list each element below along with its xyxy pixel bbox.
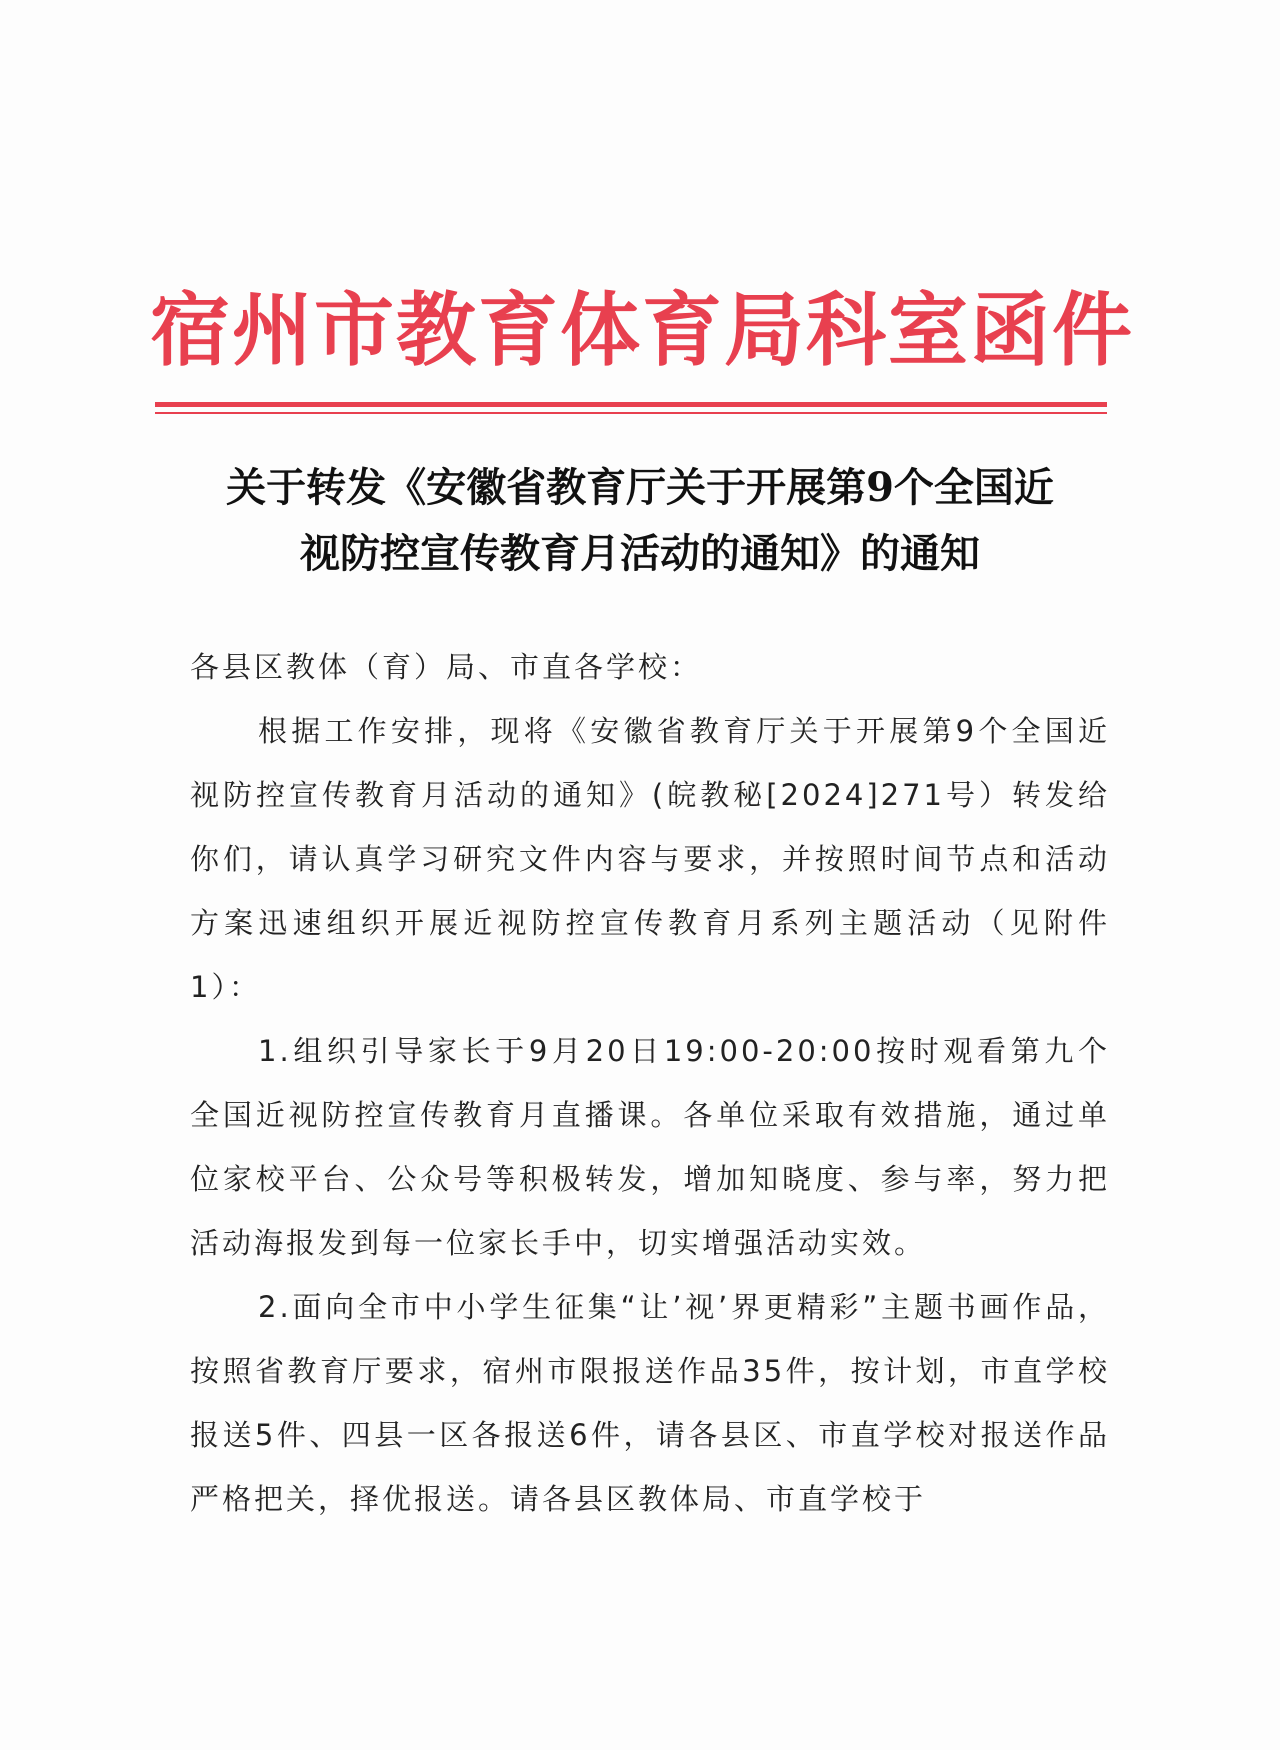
document-title-line-1: 关于转发《安徽省教育厅关于开展第9个全国近 [226,464,1054,511]
letterhead-rule-thick [155,402,1107,407]
salutation: 各县区教体（育）局、市直各学校： [190,650,703,684]
paragraph-item-1: 1.组织引导家长于9月20日19:00-20:00按时观看第九个全国近视防控宣传教育月直播课。各单位采取有效措施，通过单位家校平台、公众号等积极转发，增加知晓度、参与率，努力把活动海报发到每一位家长手中，切实增强活动实效。 [190,1034,1110,1260]
paragraph-item-2: 2.面向全市中小学生征集“让’视’界更精彩”主题书画作品，按照省教育厅要求，宿州市限报送作品35件，按计划，市直学校报送5件、四县一区各报送6件，请各县区、市直学校对报送作品严格把关，择优报送。请各县区教体局、市直学校于 [190,1290,1110,1516]
document-body [190,635,1110,1531]
paragraph-intro: 根据工作安排，现将《安徽省教育厅关于开展第9个全国近视防控宣传教育月活动的通知》(皖教秘[2024]271号）转发给你们，请认真学习研究文件内容与要求，并按照时间节点和活动方案迅速组织开展近视防控宣传教育月系列主题活动（见附件1）： [190,714,1110,1004]
letterhead-rule-thin [155,412,1107,414]
letterhead-title: 宿州市教育体育局科室函件 [150,283,1134,377]
document-title-line-2: 视防控宣传教育月活动的通知》的通知 [300,530,980,577]
document-title [150,455,1130,587]
